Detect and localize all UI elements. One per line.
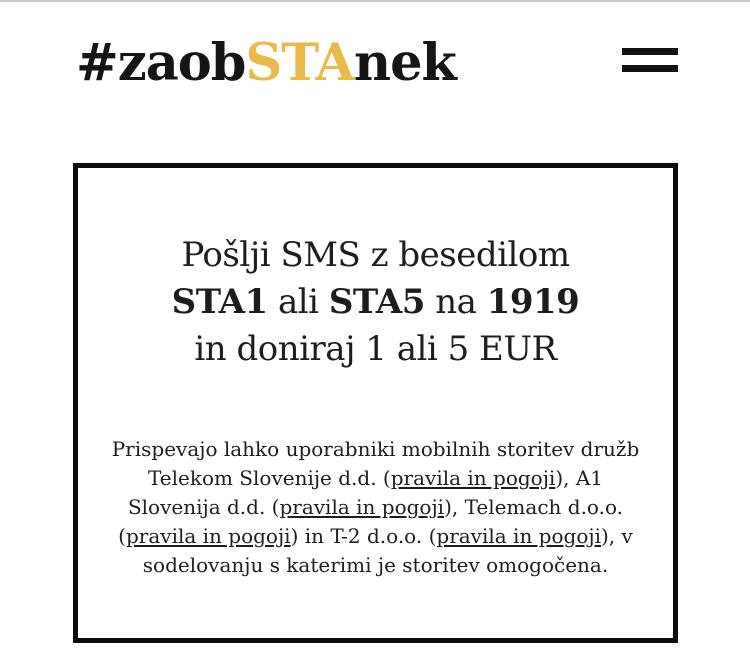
heading-line-1: Pošlji SMS z besedilom: [181, 235, 570, 275]
terms-line-2: [78, 464, 673, 493]
terms-text: Slovenija d.d. (: [127, 495, 280, 519]
terms-link-a1[interactable]: pravila in pogoji: [279, 495, 445, 519]
terms-link-telemach[interactable]: pravila in pogoji: [125, 524, 291, 548]
top-hairline: [0, 0, 750, 2]
sms-number: 1919: [486, 282, 580, 322]
terms-line-4: [78, 522, 673, 551]
terms-text: Telekom Slovenije d.d. (: [147, 466, 391, 490]
logo-highlight-sta: STA: [245, 33, 354, 93]
hamburger-bar: [622, 48, 678, 55]
terms-paragraph: [78, 435, 673, 580]
sms-keyword-sta1: STA1: [171, 282, 268, 322]
terms-link-t2[interactable]: pravila in pogoji: [436, 524, 601, 548]
terms-text: ), Telemach d.o.o.: [444, 495, 624, 519]
terms-text: ), v: [600, 524, 633, 548]
terms-line-1: Prispevajo lahko uporabniki mobilnih storitev družb: [111, 437, 640, 461]
logo-suffix: nek: [353, 33, 456, 93]
heading-line-3: in doniraj 1 ali 5 EUR: [194, 329, 557, 369]
logo-prefix: #zaob: [76, 33, 246, 93]
heading-separator: na: [424, 282, 487, 322]
terms-text: ), A1: [555, 466, 604, 490]
terms-line-3: [78, 493, 673, 522]
hamburger-bar: [622, 65, 678, 72]
sms-instructions-heading: [78, 232, 673, 373]
site-logo[interactable]: [76, 34, 456, 92]
terms-text: ) in T-2 d.o.o. (: [290, 524, 437, 548]
terms-line-5: sodelovanju s katerimi je storitev omogočena.: [142, 553, 609, 577]
heading-line-2: [78, 279, 673, 326]
sms-keyword-sta5: STA5: [328, 282, 425, 322]
donation-box: [73, 163, 678, 643]
terms-link-telekom[interactable]: pravila in pogoji: [390, 466, 556, 490]
heading-separator: ali: [267, 282, 329, 322]
terms-text: (: [118, 524, 126, 548]
menu-button[interactable]: [622, 48, 678, 73]
